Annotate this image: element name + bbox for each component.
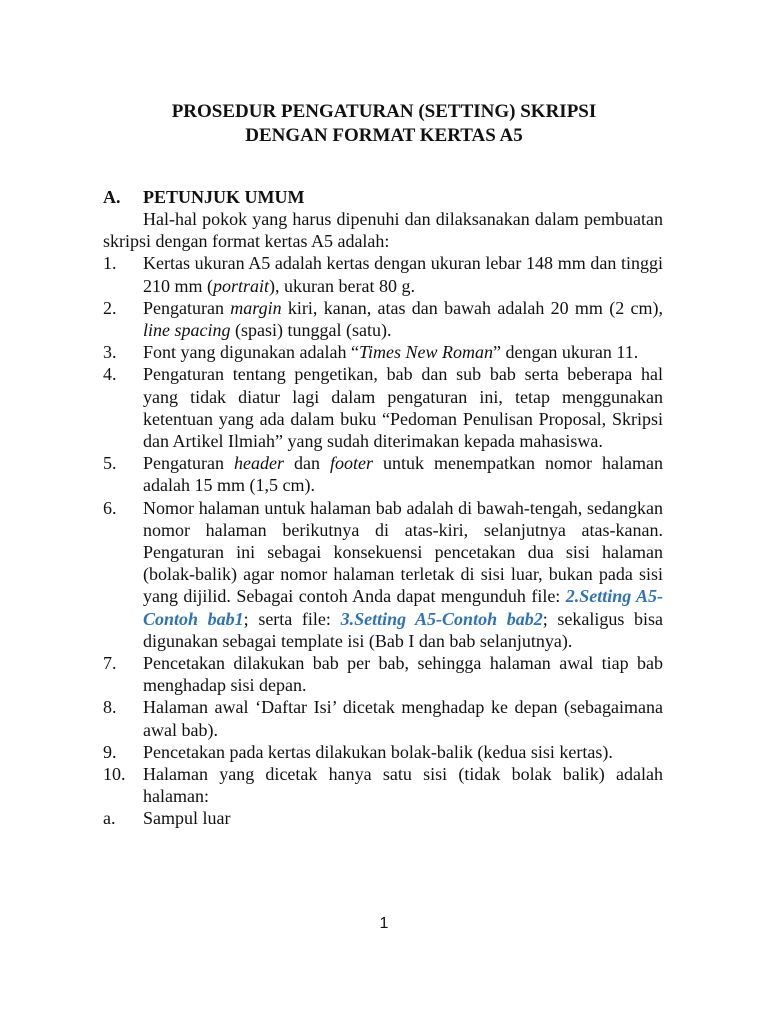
list-item-7: 7. Pencetakan dilakukan bab per bab, sehingga halaman awal tiap bab menghadap sisi depan. [103, 653, 663, 696]
section-heading [103, 186, 663, 208]
file-link-bab1[interactable]: 2.Setting A5-Contoh bab1 [143, 586, 663, 629]
list-number: 1. [103, 253, 117, 274]
title-line-2: DENGAN FORMAT KERTAS A5 [245, 125, 523, 146]
list-number: 10. [103, 764, 126, 785]
list-item-a: a. Sampul luar [103, 808, 231, 829]
list-number: 5. [103, 453, 117, 474]
page-number: 1 [379, 915, 389, 932]
list-item-8: 8. Halaman awal ‘Daftar Isi’ dicetak menghadap ke depan (sebagaimana awal bab). [103, 697, 663, 740]
document-body [103, 186, 663, 830]
list-item-9: 9. Pencetakan pada kertas dilakukan bolak-balik (kedua sisi kertas). [103, 741, 613, 762]
list-item-5: 5. Pengaturan header dan footer untuk menempatkan nomor halaman adalah 15 mm (1,5 cm). [103, 453, 663, 496]
list-number: 6. [103, 497, 117, 518]
list-item-4: 4. Pengaturan tentang pengetikan, bab dan sub bab serta beberapa hal yang tidak diatur lagi dalam pengaturan ini, tetap menggunakan ketentuan yang ada dalam buku “Pedoman Penulisan Proposal, Skripsi dan Artikel Ilmiah” yang sudah diterimakan kepada mahasiswa. [103, 364, 663, 452]
title-line-1: PROSEDUR PENGATURAN (SETTING) SKRIPSI [171, 101, 597, 122]
list-number: 9. [103, 741, 117, 762]
section-letter: A. [103, 187, 121, 207]
list-item-1: 1. Kertas ukuran A5 adalah kertas dengan ukuran lebar 148 mm dan tinggi 210 mm (portrait), ukuran berat 80 g. [103, 253, 663, 296]
list-number: 8. [103, 697, 117, 718]
list-item-3: 3. Font yang digunakan adalah “Times New Roman” dengan ukuran 11. [103, 342, 639, 363]
list-number: 4. [103, 364, 117, 385]
file-link-bab2[interactable]: 3.Setting A5-Contoh bab2 [340, 608, 543, 629]
list-item-6: 6. Nomor halaman untuk halaman bab adalah di bawah-tengah, sedangkan nomor halaman berikutnya di atas-kiri, selanjutnya atas-kanan. Pengaturan ini sebagai konsekuensi pencetakan dua sisi halaman (bolak-balik) agar nomor halaman terletak di sisi luar, bukan pada sisi yang dijilid. Sebagai contoh Anda dapat mengunduh file: 2.Setting A5-Contoh bab1; serta file: 3.Setting A5-Contoh bab2; sekaligus bisa digunakan sebagai template isi (Bab I dan bab selanjutnya). [103, 497, 663, 651]
list-letter: a. [103, 808, 116, 829]
document-title [0, 100, 768, 148]
list-item-2: 2. Pengaturan margin kiri, kanan, atas dan bawah adalah 20 mm (2 cm), line spacing (spasi) tunggal (satu). [103, 297, 663, 341]
list-number: 2. [103, 297, 117, 318]
intro-paragraph: Hal-hal pokok yang harus dipenuhi dan dilaksanakan dalam pembuatan skripsi dengan format kertas A5 adalah: [103, 209, 663, 252]
list-item-10: 10. Halaman yang dicetak hanya satu sisi (tidak bolak balik) adalah halaman: [103, 764, 663, 807]
list-number: 3. [103, 342, 117, 363]
list-number: 7. [103, 653, 117, 674]
section-title: PETUNJUK UMUM [143, 187, 305, 207]
